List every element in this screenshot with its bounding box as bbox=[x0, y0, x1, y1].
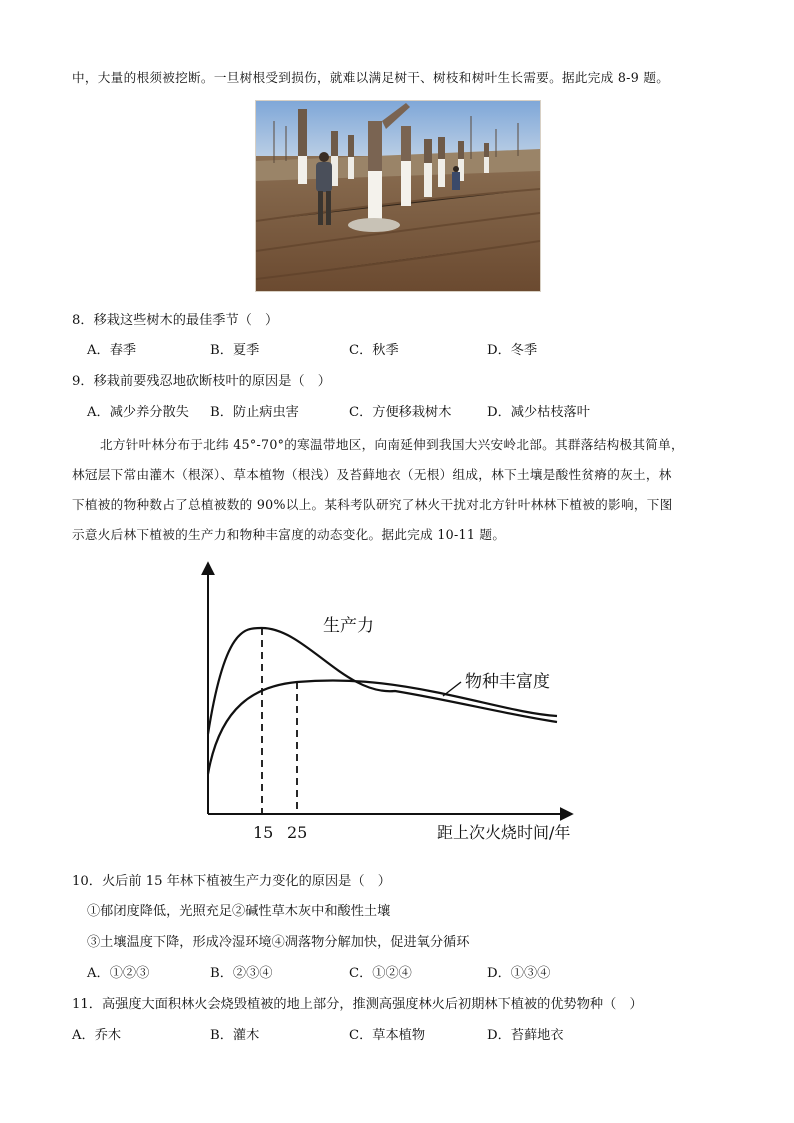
q9-option-c[interactable]: C．方便移栽树木 bbox=[349, 405, 452, 420]
passage-line-3: 下植被的物种数占了总植被数的 90%以上。某科考队研究了林火干扰对北方针叶林林下植被的影响，下图 bbox=[72, 497, 673, 512]
q10-option-c[interactable]: C．①②④ bbox=[349, 966, 412, 981]
q9-option-b[interactable]: B．防止病虫害 bbox=[210, 405, 299, 420]
label-productivity: 生产力 bbox=[323, 616, 374, 636]
question-11-stem: 11．高强度大面积林火会烧毁植被的地上部分，推测高强度林火后初期林下植被的优势物种（ ） bbox=[72, 997, 643, 1012]
label-species-richness: 物种丰富度 bbox=[465, 672, 550, 692]
question-9-stem: 9．移栽前要残忍地砍断枝叶的原因是（ ） bbox=[72, 374, 331, 389]
q9-option-a[interactable]: A．减少养分散失 bbox=[87, 405, 189, 420]
q9-option-d[interactable]: D．减少枯枝落叶 bbox=[487, 405, 590, 420]
x-axis-label: 距上次火烧时间/年 bbox=[437, 823, 571, 842]
q10-statements-1: ①郁闭度降低，光照充足②碱性草木灰中和酸性土壤 bbox=[87, 904, 391, 919]
passage-line-2: 林冠层下常由灌木（根深）、草本植物（根浅）及苔藓地衣（无根）组成，林下土壤是酸性贫瘠的灰土，林 bbox=[72, 467, 672, 482]
q8-option-d[interactable]: D．冬季 bbox=[487, 343, 538, 358]
q11-option-c[interactable]: C．草本植物 bbox=[349, 1028, 426, 1043]
q10-option-a[interactable]: A．①②③ bbox=[87, 966, 150, 981]
x-tick-25: 25 bbox=[287, 823, 308, 842]
x-tick-15: 15 bbox=[253, 823, 274, 842]
passage-line-4: 示意火后林下植被的生产力和物种丰富度的动态变化。据此完成 10-11 题。 bbox=[72, 527, 506, 542]
q11-option-a[interactable]: A．乔木 bbox=[72, 1028, 122, 1043]
passage-line-1: 北方针叶林分布于北纬 45°-70°的寒温带地区，向南延伸到我国大兴安岭北部。其群落结构极其简单， bbox=[100, 437, 684, 452]
q8-option-b[interactable]: B．夏季 bbox=[210, 343, 260, 358]
intro-text: 中，大量的根须被挖断。一旦树根受到损伤，就难以满足树干、树枝和树叶生长需要。据此完成 8-9 题。 bbox=[72, 70, 670, 85]
question-8-stem: 8．移栽这些树木的最佳季节（ ） bbox=[72, 313, 279, 328]
tree-transplant-photo bbox=[255, 100, 541, 292]
q11-option-b[interactable]: B．灌木 bbox=[210, 1028, 260, 1043]
leader-species-richness bbox=[443, 682, 461, 696]
q10-option-b[interactable]: B．②③④ bbox=[210, 966, 273, 981]
vegetation-dynamics-chart bbox=[195, 556, 605, 846]
q8-option-c[interactable]: C．秋季 bbox=[349, 343, 399, 358]
series-line-species-richness bbox=[208, 680, 557, 774]
q10-statements-2: ③土壤温度下降，形成冷湿环境④凋落物分解加快，促进氧分循环 bbox=[87, 935, 470, 950]
q11-option-d[interactable]: D．苔藓地衣 bbox=[487, 1028, 564, 1043]
q10-option-d[interactable]: D．①③④ bbox=[487, 966, 551, 981]
question-10-stem: 10．火后前 15 年林下植被生产力变化的原因是（ ） bbox=[72, 874, 391, 889]
q8-option-a[interactable]: A．春季 bbox=[87, 343, 137, 358]
